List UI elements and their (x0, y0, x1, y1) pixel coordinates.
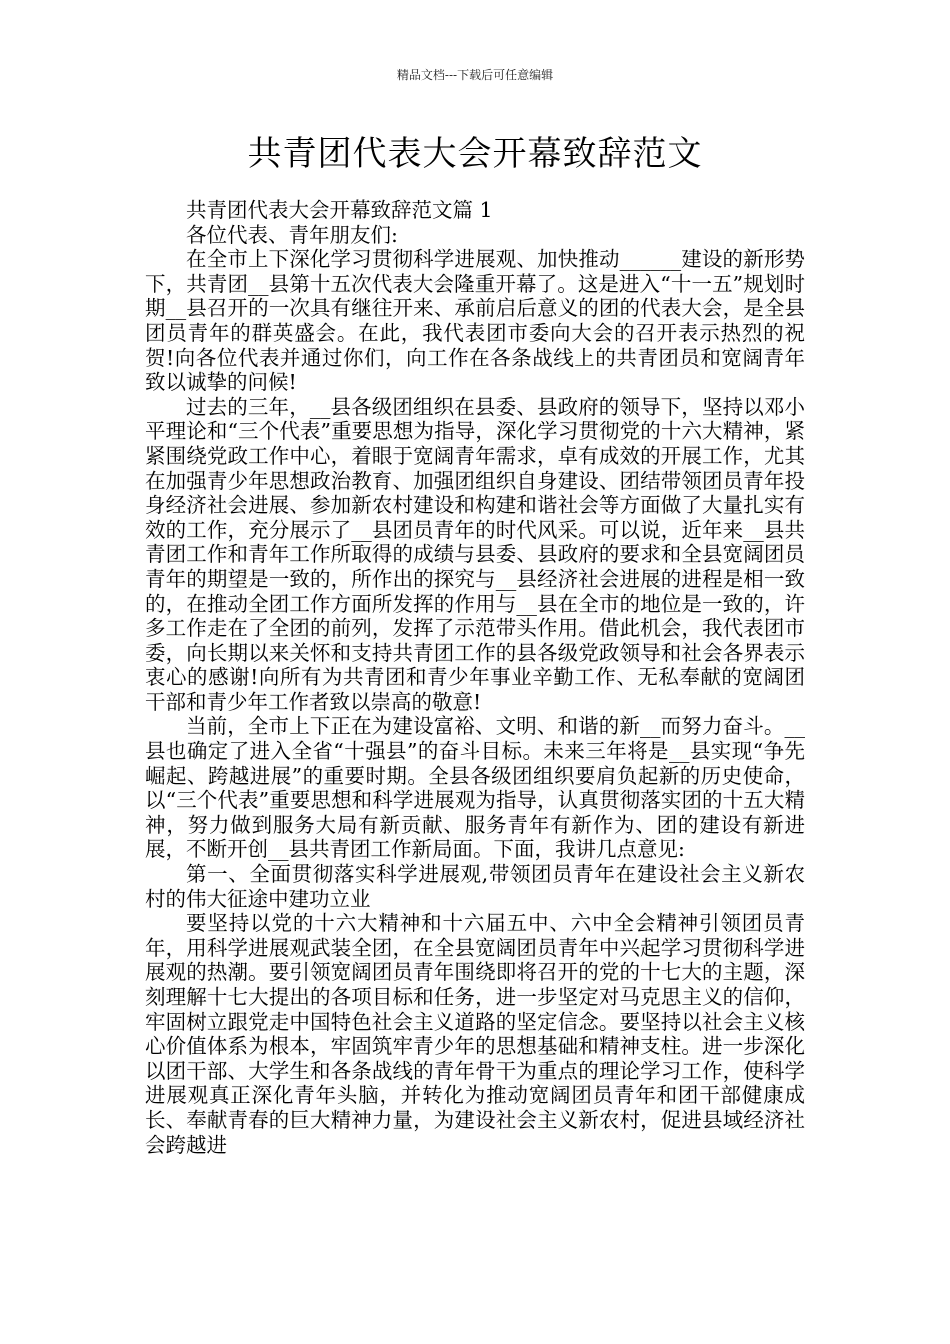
section-heading: 第一、全面贯彻落实科学进展观,带领团员青年在建设社会主义新农村的伟大征途中建功立业 (145, 862, 805, 911)
document-title: 共青团代表大会开幕致辞范文 (247, 134, 703, 174)
document-subtitle: 共青团代表大会开幕致辞范文篇 1 (186, 198, 493, 222)
paragraph: 过去的三年，__县各级团组织在县委、县政府的领导下，坚持以邓小平理论和“三个代表”重要思想为指导，深化学习贯彻党的十六大精神，紧紧围绕党政工作中心，着眼于宽阔青年需求，卓有成效的开展工作，尤其在加强青少年思想政治教育、加强团组织自身建设、团结带领团员青年投身经济社会进展、参加新农村建设和构建和谐社会等方面做了大量扎实有效的工作，充分展示了__县团员青年的时代风采。可以说，近年来__县共青团工作和青年工作所取得的成绩与县委、县政府的要求和全县宽阔团员青年的期望是一致的，所作出的探究与__县经济社会进展的进程是相一致的，在推动全团工作方面所发挥的作用与__县在全市的地位是一致的，许多工作走在了全团的前列，发挥了示范带头作用。借此机会，我代表团市委，向长期以来关怀和支持共青团工作的县各级党政领导和社会各界表示衷心的感谢!向所有为共青团和青少年事业辛勤工作、无私奉献的宽阔团干部和青少年工作者致以崇高的敬意! (145, 394, 805, 714)
salutation: 各位代表、青年朋友们: (186, 222, 398, 247)
paragraph: 在全市上下深化学习贯彻科学进展观、加快推动______建设的新形势下，共青团__县第十五次代表大会隆重开幕了。这是进入“十一五”规划时期__县召开的一次具有继往开来、承前启后意义的团的代表大会，是全县团员青年的群英盛会。在此，我代表团市委向大会的召开表示热烈的祝贺!向各位代表并通过你们，向工作在各条战线上的共青团员和宽阔青年致以诚挚的问候! (145, 247, 805, 395)
paragraph: 要坚持以党的十六大精神和十六届五中、六中全会精神引领团员青年，用科学进展观武装全团，在全县宽阔团员青年中兴起学习贯彻科学进展观的热潮。要引领宽阔团员青年围绕即将召开的党的十七大的主题，深刻理解十七大提出的各项目标和任务，进一步坚定对马克思主义的信仰，牢固树立跟党走中国特色社会主义道路的坚定信念。要坚持以社会主义核心价值体系为根本，牢固筑牢青少年的思想基础和精神支柱。进一步深化以团干部、大学生和各条战线的青年骨干为重点的理论学习工作，使科学进展观真正深化青年头脑，并转化为推动宽阔团员青年和团干部健康成长、奉献青春的巨大精神力量，为建设社会主义新农村，促进县域经济社会跨越进 (145, 911, 805, 1157)
page-header-note: 精品文档---下载后可任意编辑 (396, 68, 554, 82)
paragraph: 当前，全市上下正在为建设富裕、文明、和谐的新__而努力奋斗。__县也确定了进入全省“十强县”的奋斗目标。未来三年将是__县实现“争先崛起、跨越进展”的重要时期。全县各级团组织要肩负起新的历史使命，以“三个代表”重要思想和科学进展观为指导，认真贯彻落实团的十五大精神，努力做到服务大局有新贡献、服务青年有新作为、团的建设有新进展，不断开创__县共青团工作新局面。下面，我讲几点意见: (145, 714, 805, 862)
document-body (145, 198, 805, 1157)
